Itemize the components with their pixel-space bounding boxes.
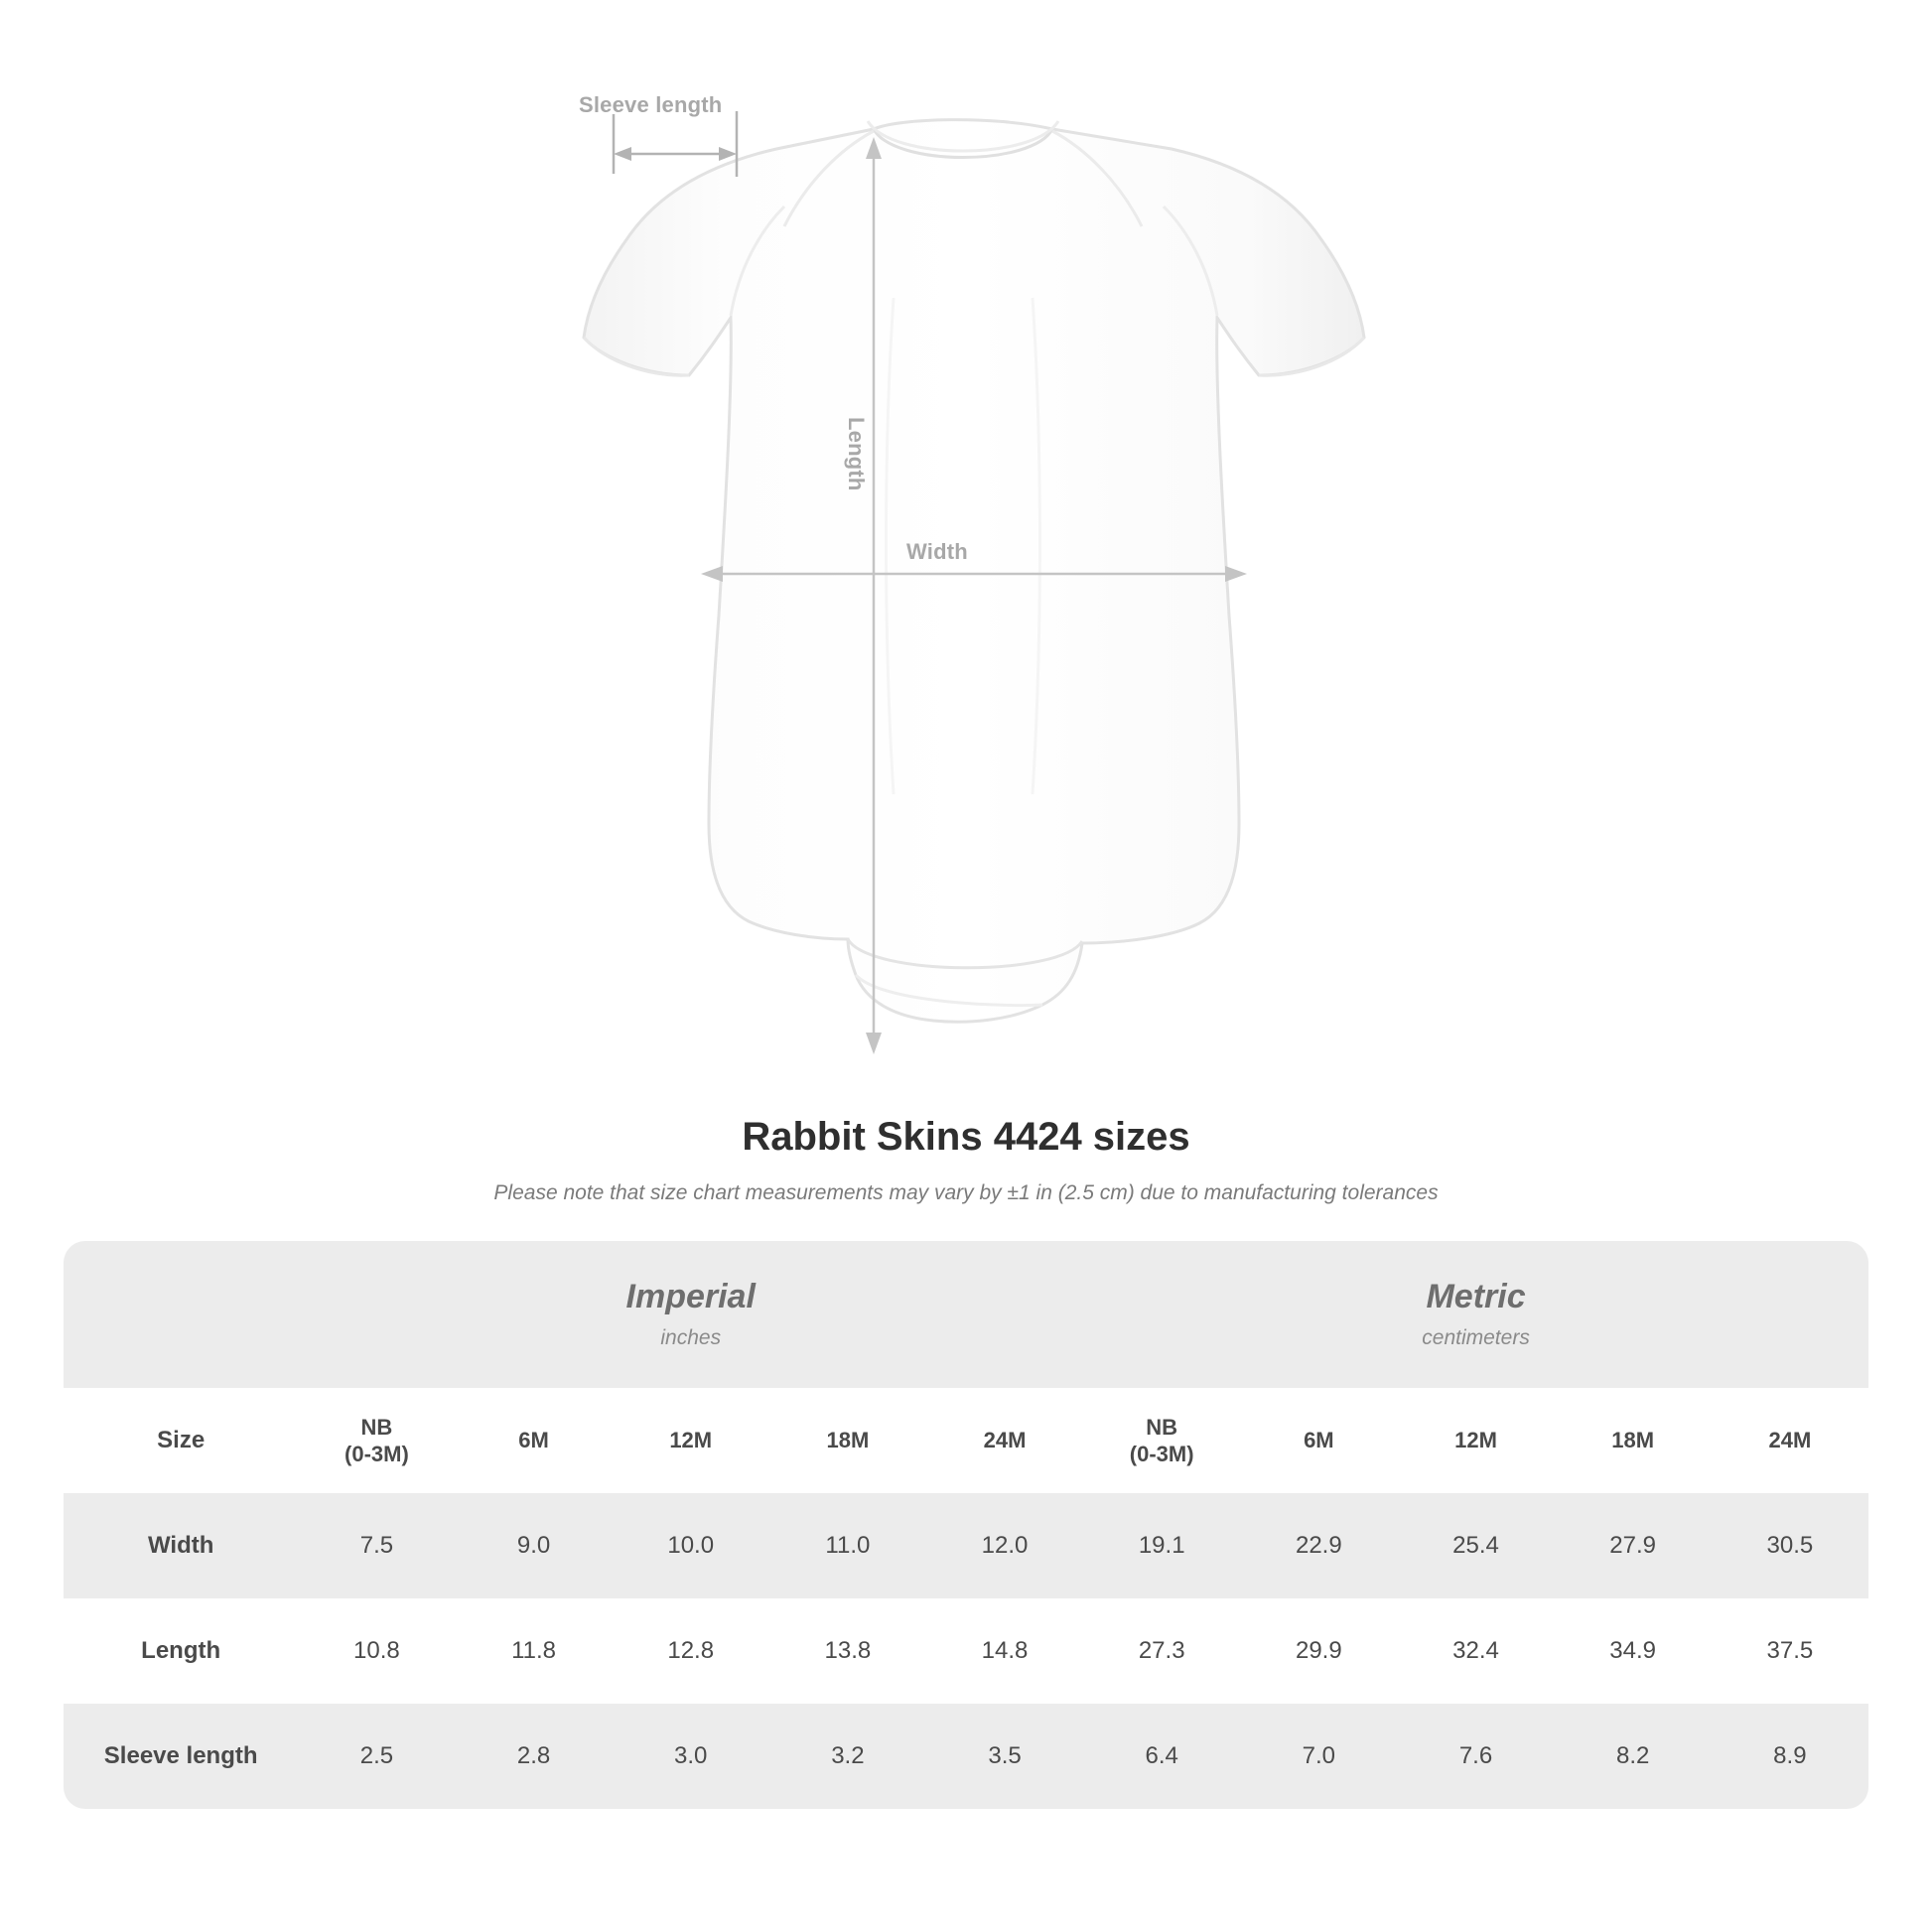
cell-sleeve-18m-cm: 8.2 — [1555, 1704, 1712, 1809]
col-header-1-label: 6M — [518, 1428, 549, 1453]
unit-group-imperial — [298, 1241, 1083, 1388]
page-title: Rabbit Skins 4424 sizes — [742, 1115, 1190, 1159]
unit-group-imperial-name: Imperial — [625, 1278, 756, 1316]
row-label-length: Length — [141, 1637, 221, 1664]
cell-width-nb: 7.5 — [298, 1493, 455, 1598]
col-header-6 — [1240, 1388, 1397, 1493]
col-header-6-label: 6M — [1304, 1428, 1334, 1453]
col-header-5 — [1083, 1388, 1240, 1493]
cell-width-18m-cm: 27.9 — [1555, 1493, 1712, 1598]
size-table-wrapper — [64, 1241, 1868, 1809]
cell-width-24m: 12.0 — [926, 1493, 1083, 1598]
width-label: Width — [906, 539, 968, 564]
col-header-5-label: NB — [1146, 1414, 1178, 1440]
cell-length-nb-cm: 27.3 — [1138, 1637, 1185, 1664]
cell-length-6m-cm: 29.9 — [1295, 1637, 1342, 1664]
size-table — [64, 1241, 1868, 1809]
col-header-2-label: 12M — [669, 1428, 713, 1453]
cell-length-12m: 12.8 — [667, 1637, 715, 1664]
row-header-label: Size — [64, 1388, 298, 1493]
col-header-4 — [926, 1388, 1083, 1493]
col-header-7 — [1397, 1388, 1554, 1493]
cell-sleeve-24m: 3.5 — [926, 1704, 1083, 1809]
table-row — [64, 1493, 1868, 1598]
length-label: Length — [844, 417, 869, 491]
col-header-9 — [1712, 1388, 1868, 1493]
cell-width-12m-cm: 25.4 — [1397, 1493, 1554, 1598]
col-header-9-label: 24M — [1768, 1428, 1812, 1453]
col-header-7-label: 12M — [1454, 1428, 1497, 1453]
cell-width-6m-cm: 22.9 — [1240, 1493, 1397, 1598]
col-header-5-sub: (0-3M) — [1129, 1442, 1194, 1466]
tolerance-note: Please note that size chart measurements may vary by ±1 in (2.5 cm) due to manufacturing tolerances — [493, 1181, 1439, 1204]
cell-sleeve-nb: 2.5 — [298, 1704, 455, 1809]
col-header-4-label: 24M — [983, 1428, 1027, 1453]
cell-length-6m: 11.8 — [511, 1637, 557, 1664]
cell-length-24m: 14.8 — [981, 1637, 1029, 1664]
unit-header-row — [64, 1241, 1868, 1388]
col-header-1 — [455, 1388, 612, 1493]
cell-sleeve-18m: 3.2 — [769, 1704, 926, 1809]
cell-length-24m-cm: 37.5 — [1766, 1637, 1814, 1664]
cell-length-nb: 10.8 — [353, 1637, 400, 1664]
unit-group-metric-sub: centimeters — [1422, 1325, 1530, 1349]
sleeve-length-label: Sleeve length — [579, 92, 723, 117]
cell-sleeve-12m: 3.0 — [613, 1704, 769, 1809]
table-row — [64, 1704, 1868, 1809]
unit-group-metric-name: Metric — [1426, 1278, 1526, 1316]
cell-sleeve-12m-cm: 7.6 — [1397, 1704, 1554, 1809]
column-header-row — [64, 1388, 1868, 1493]
unit-group-metric — [1083, 1241, 1868, 1388]
cell-width-12m: 10.0 — [613, 1493, 769, 1598]
cell-width-nb-cm: 19.1 — [1083, 1493, 1240, 1598]
cell-length-18m: 13.8 — [824, 1637, 872, 1664]
cell-length-18m-cm: 34.9 — [1609, 1637, 1657, 1664]
col-header-8-label: 18M — [1611, 1428, 1655, 1453]
cell-sleeve-6m: 2.8 — [455, 1704, 612, 1809]
col-header-3-label: 18M — [826, 1428, 870, 1453]
row-label-width: Width — [64, 1493, 298, 1598]
col-header-2 — [613, 1388, 769, 1493]
cell-sleeve-nb-cm: 6.4 — [1083, 1704, 1240, 1809]
title-block — [0, 1115, 1932, 1205]
col-header-0-sub: (0-3M) — [345, 1442, 409, 1466]
unit-corner-cell — [64, 1241, 298, 1388]
cell-sleeve-24m-cm: 8.9 — [1712, 1704, 1868, 1809]
table-row — [64, 1598, 1868, 1704]
cell-width-24m-cm: 30.5 — [1712, 1493, 1868, 1598]
col-header-0-label: NB — [360, 1414, 393, 1440]
cell-sleeve-6m-cm: 7.0 — [1240, 1704, 1397, 1809]
col-header-0 — [298, 1388, 455, 1493]
row-label-sleeve-length: Sleeve length — [64, 1704, 298, 1809]
col-header-8 — [1555, 1388, 1712, 1493]
col-header-3 — [769, 1388, 926, 1493]
cell-width-6m: 9.0 — [455, 1493, 612, 1598]
unit-group-imperial-sub: inches — [660, 1325, 722, 1349]
cell-length-12m-cm: 32.4 — [1452, 1637, 1499, 1664]
cell-width-18m: 11.0 — [769, 1493, 926, 1598]
